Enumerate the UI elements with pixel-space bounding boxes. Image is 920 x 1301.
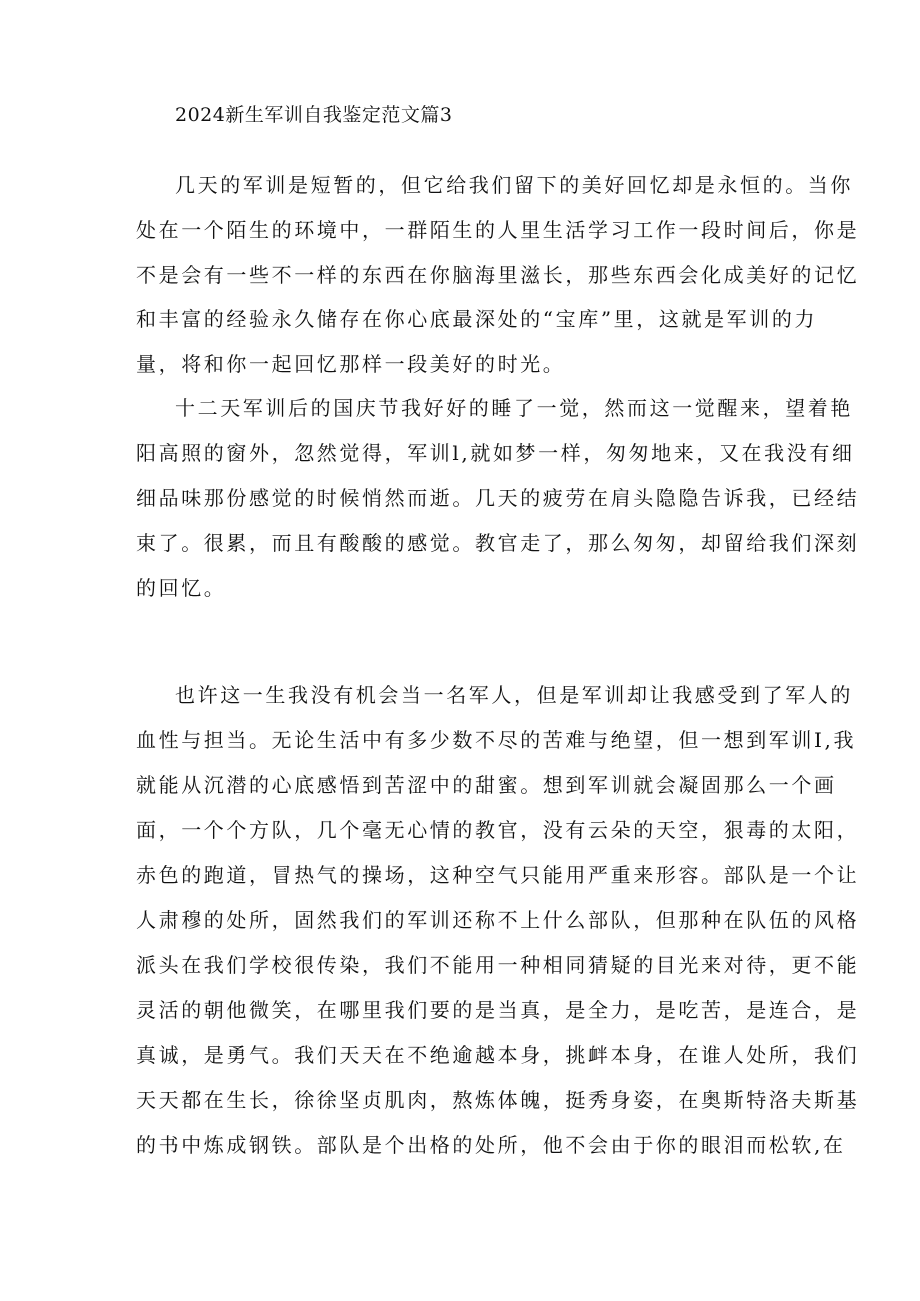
text-line: 几天的军训是短暂的，但它给我们留下的美好回忆却是永恒的。当你 (175, 173, 853, 197)
text-line: 就能从沉潜的心底感悟到苦涩中的甜蜜。想到军训就会凝固那么一个画 (136, 773, 837, 797)
text-line: 灵活的朝他微笑，在哪里我们要的是当真，是全力，是吃苦，是连合，是 (136, 998, 860, 1022)
text-line: 处在一个陌生的环境中，一群陌生的人里生活学习工作一段时间后，你是 (136, 218, 860, 242)
text-line: 血性与担当。无论生活中有多少数不尽的苦难与绝望，但一想到军训I,我 (136, 728, 857, 752)
text-line: 赤色的跑道，冒热气的操场，这种空气只能用严重来形容。部队是一个让 (136, 863, 860, 887)
text-line: 量，将和你一起回忆那样一段美好的时光。 (136, 352, 566, 376)
text-line: 不是会有一些不一样的东西在你脑海里滋长，那些东西会化成美好的记忆 (136, 263, 860, 287)
text-line: 天天都在生长，徐徐坚贞肌肉，熬炼体魄，挺秀身姿，在奥斯特洛夫斯基 (136, 1088, 860, 1112)
text-line: 真诚，是勇气。我们天天在不绝逾越本身，挑衅本身，在谁人处所，我们 (136, 1043, 860, 1067)
text-line: 人肃穆的处所，固然我们的军训还称不上什么部队，但那种在队伍的风格 (136, 908, 860, 932)
text-line: 派头在我们学校很传染，我们不能用一种相同猜疑的目光来对待，更不能 (136, 953, 860, 977)
text-line: 和丰富的经验永久储存在你心底最深处的“宝库”里，这就是军训的力 (136, 307, 818, 331)
text-line: 的书中炼成钢铁。部队是个出格的处所，他不会由于你的眼泪而松软,在 (136, 1133, 846, 1157)
text-line: 面，一个个方队，几个毫无心情的教官，没有云朵的天空，狠毒的太阳， (136, 818, 860, 842)
text-line: 十二天军训后的国庆节我好好的睡了一觉，然而这一觉醒来，望着艳 (175, 396, 853, 420)
document-title: 2024新生军训自我鉴定范文篇3 (175, 104, 453, 126)
text-line: 阳高照的窗外，忽然觉得，军训l,就如梦一样，匆匆地来，又在我没有细 (136, 441, 855, 465)
text-line: 细品味那份感觉的时候悄然而逝。几天的疲劳在肩头隐隐告诉我，已经结 (136, 486, 860, 510)
text-line: 束了。很累，而且有酸酸的感觉。教官走了，那么匆匆，却留给我们深刻 (136, 531, 860, 555)
text-line: 的回忆。 (136, 576, 227, 600)
text-line: 也许这一生我没有机会当一名军人，但是军训却让我感受到了军人的 (175, 683, 853, 707)
